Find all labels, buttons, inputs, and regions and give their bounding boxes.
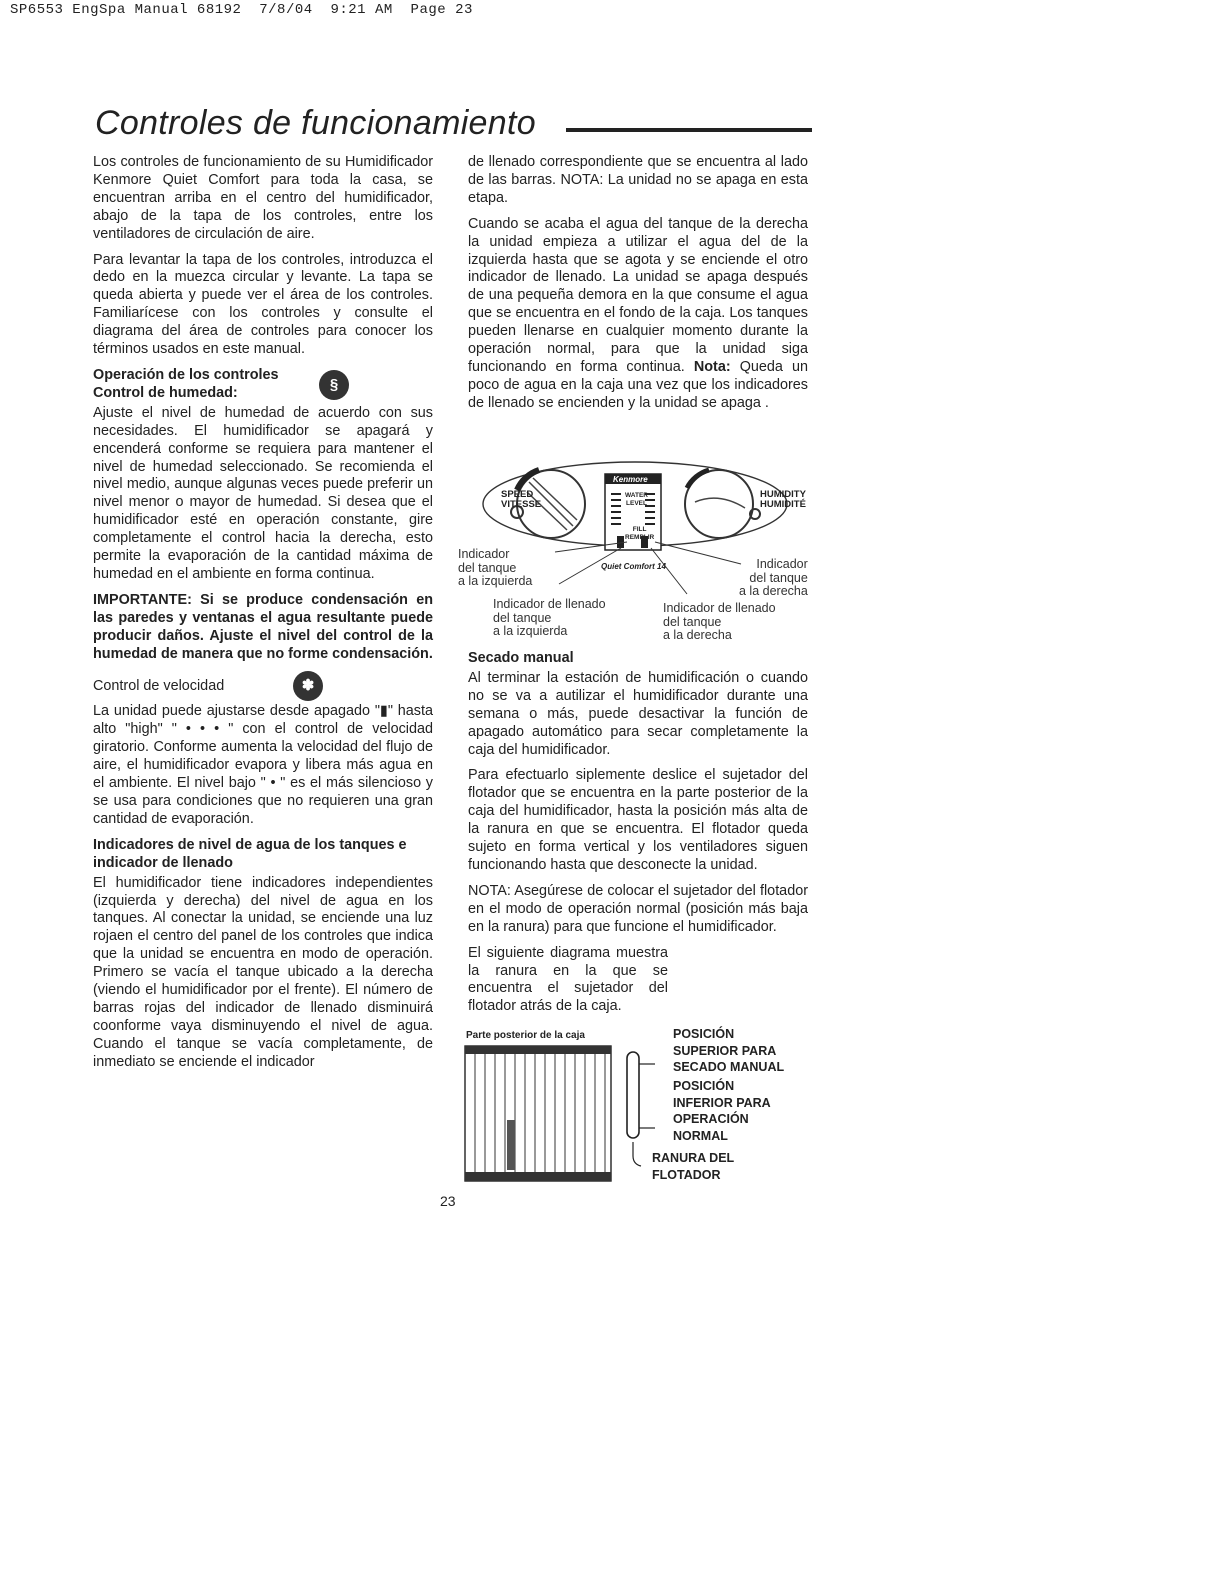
fill-label: FILL REMPLIR xyxy=(625,526,655,541)
control-panel-diagram xyxy=(455,452,825,647)
note-label: Nota: xyxy=(693,358,731,375)
page-number: 23 xyxy=(440,1193,456,1209)
right-column xyxy=(468,154,808,421)
important-warning: IMPORTANTE: Si se produce condensación en las paredes y ventanas el agua resultante puede producir daños. Ajuste el nivel del control de la humedad de manera que no forme condensación. xyxy=(93,591,433,662)
tank-usage-text: Cuando se acaba el agua del tanque de la derecha la unidad empieza a utilizar el agua del de la izquierda hasta que se agota y se enciende el otro indicador de llenado. La unidad se apaga después de una pequeña demora en la que consume el agua que se encuentra en el fondo de la caja. Los tanques pueden llenarse en cualquier momento durante la operación normal, para que la unidad siga funcionando en forma continua. xyxy=(468,215,808,375)
speed-heading-label: Control de velocidad xyxy=(93,677,225,694)
right-tank-indicator-label: Indicador del tanque a la derecha xyxy=(739,557,808,598)
intro-paragraph: Los controles de funcionamiento de su Humidificador Kenmore Quiet Comfort para toda la casa, se encuentran arriba en el centro del humidificador, abajo de la tapa de los controles, entre los ventiladores de circulación de aire. xyxy=(93,154,433,242)
left-tank-indicator-label: Indicador del tanque a la izquierda xyxy=(458,547,533,588)
diagram-intro-paragraph: El siguiente diagrama muestra la ranura en la que se encuentra el sujetador del flotador atrás de la caja. xyxy=(468,944,668,1015)
float-slot-diagram xyxy=(463,1024,808,1189)
tanks-heading: Indicadores de nivel de agua de los tanques e indicador de llenado xyxy=(93,836,407,871)
float-slot-label: RANURA DEL FLOTADOR xyxy=(652,1151,735,1182)
float-diagram-caption: Parte posterior de la caja xyxy=(466,1030,585,1041)
right-column-lower xyxy=(468,650,808,1024)
float-clip-paragraph: Para efectuarlo siplemente deslice el sujetador del flotador que se encuentra en la parte posterior de la caja del humidificador, hasta la posición más alta de la ranura en que se encuentra. El flotador queda sujeto en forma vertical y los ventiladores siguen funcionando hasta que desconecte la unidad. xyxy=(468,767,808,873)
humidity-heading xyxy=(93,367,433,403)
humidity-label: HUMIDITY HUMIDITÉ xyxy=(760,489,806,510)
title-rule xyxy=(566,128,812,132)
speed-label: SPEED VITESSE xyxy=(501,489,542,510)
lower-position-label: POSICIÓN INFERIOR PARA OPERACIÓN NORMAL xyxy=(673,1079,771,1143)
tanks-paragraph: El humidificador tiene indicadores independientes (izquierda y derecha) del nivel de agua en los tanques. Al conectar la unidad, se enciende una luz rojaen el centro del panel de los controles que indica que la unidad se encuentra en modo de operación. Primero se vacía el tanque ubicado a la derecha (viendo el humidificador por el frente). El número de barras rojas del indicador de llenado disminuirá coonforme vaya disminuyendo el nivel de agua. Cuando el tanque se vacía completamente, de inmediato se enciende el indicador xyxy=(93,874,433,1070)
humidity-heading-line2: Control de humedad: xyxy=(93,384,238,401)
speed-paragraph: La unidad puede ajustarse desde apagado "▮" hasta alto "high" " • • • " con el control de velocidad giratorio. Conforme aumenta la velocidad del flujo de aire, el humidificador evapora y libera más agua en el ambiente. El nivel bajo " • " es el más silencioso y se usa para condiciones que no requieren una gran cantidad de evaporación. xyxy=(93,703,433,827)
water-level-label: WATER LEVEL xyxy=(625,492,648,507)
humidity-paragraph: Ajuste el nivel de humedad de acuerdo con sus necesidades. El humidificador se apagará y encenderá conforme se requiera para mantener el nivel de humedad seleccionado. Se recomienda el nivel medio, aunque algunas veces puede preferir un nivel menor o mayor de humedad. Si desea que el humidificador esté en operación constante, gire completamente el control hacia la derecha, esto permite la evaporación de la cantidad máxima de humedad en el ambiente en forma continua. xyxy=(93,404,433,582)
right-fill-indicator-label: Indicador de llenado del tanque a la derecha xyxy=(663,601,776,642)
fan-icon: ✽ xyxy=(293,671,323,701)
secado-paragraph: Al terminar la estación de humidificación o cuando no se va a autilizar el humidificador durante una semana o más, puede desactivar la función de apagado automático para secar completamente la caja del humidificador. xyxy=(468,669,808,758)
note-paragraph: NOTA: Asegúrese de colocar el sujetador del flotador en el modo de operación normal (posición más baja en la ranura) para que funcione el humidificador. xyxy=(468,882,808,935)
lid-paragraph: Para levantar la tapa de los controles, introduzca el dedo en la muezca circular y levante. La tapa se queda abierta y puede ver el área de los controles. Familiarícese con los controles y consulte el diagrama del área de controles para conocer los términos usados en este manual. xyxy=(93,251,433,358)
model-label: Quiet Comfort 14 xyxy=(601,562,666,571)
note-text: Queda un poco de agua en la caja una vez que los indicadores de llenado se encienden y la unidad se apaga . xyxy=(468,358,808,411)
tank-usage-paragraph xyxy=(468,216,808,413)
fill-continued-paragraph: de llenado correspondiente que se encuentra al lado de las barras. NOTA: La unidad no se apaga en esta etapa. xyxy=(468,154,808,206)
print-header: SP6553 EngSpa Manual 68192 7/8/04 9:21 AM Page 23 xyxy=(10,2,473,18)
brand-label: Kenmore xyxy=(613,475,648,484)
left-column xyxy=(93,154,433,1080)
humidity-heading-line1: Operación de los controles xyxy=(93,366,279,383)
humidity-icon: § xyxy=(319,370,349,400)
left-fill-indicator-label: Indicador de llenado del tanque a la izquierda xyxy=(493,597,606,638)
upper-position-label: POSICIÓN SUPERIOR PARA SECADO MANUAL xyxy=(673,1027,785,1074)
secado-heading: Secado manual xyxy=(468,650,574,666)
page-title: Controles de funcionamiento xyxy=(95,104,536,142)
speed-heading xyxy=(93,671,433,701)
